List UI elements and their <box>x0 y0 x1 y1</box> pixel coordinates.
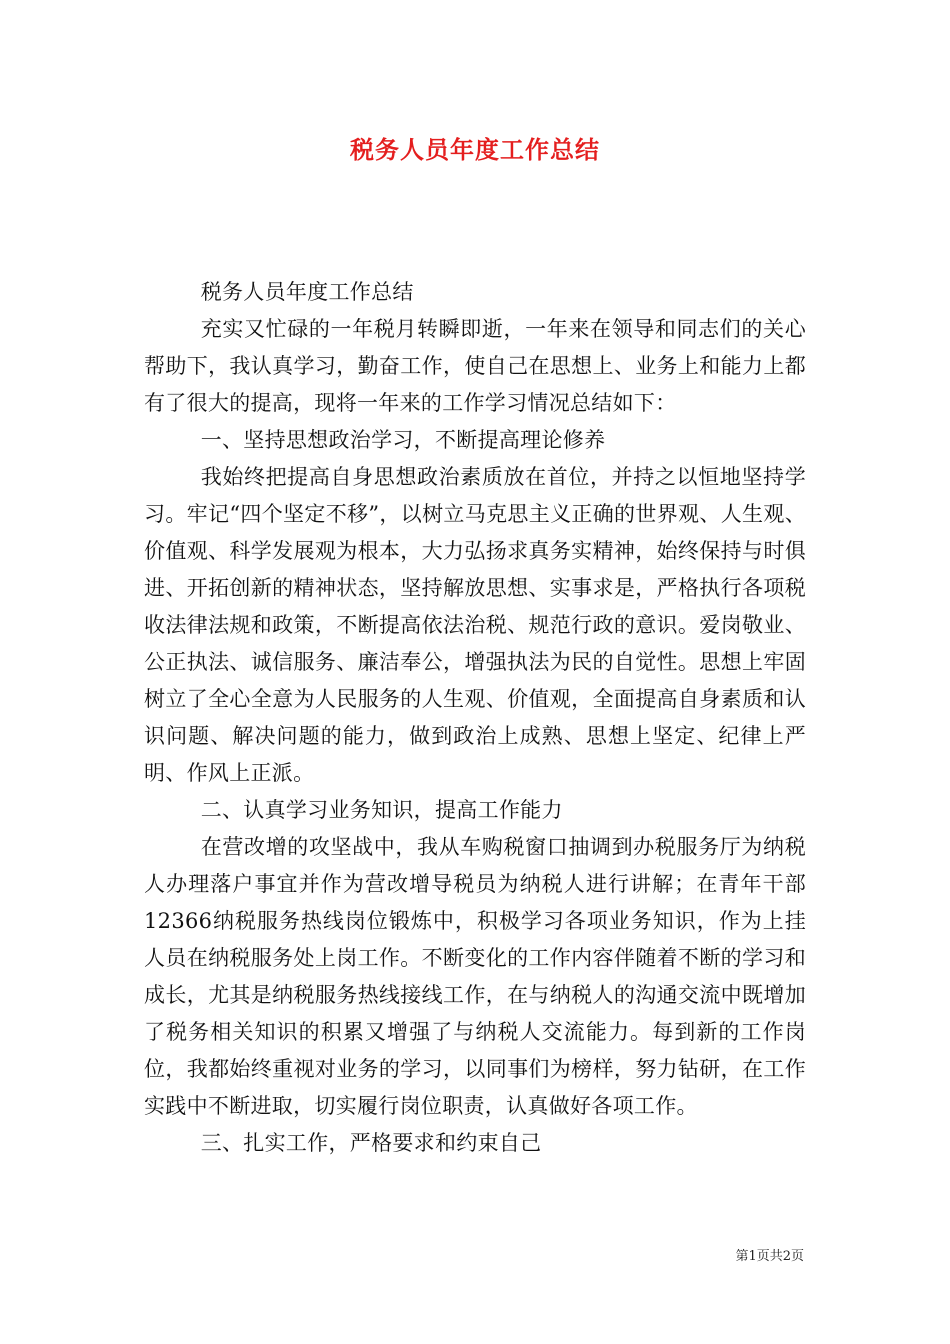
body-paragraph-section-1: 我始终把提高自身思想政治素质放在首位，并持之以恒地坚持学习。牢记“四个坚定不移”，以树立马克思主义正确的世界观、人生观、价值观、科学发展观为根本，大力弘扬求真务实精神，始终保持与时俱进、开拓创新的精神状态，坚持解放思想、实事求是，严格执行各项税收法律法规和政策，不断提高依法治税、规范行政的意识。爱岗敬业、公正执法、诚信服务、廉洁奉公，增强执法为民的自觉性。思想上牢固树立了全心全意为人民服务的人生观、价值观，全面提高自身素质和认识问题、解决问题的能力，做到政治上成熟、思想上坚定、纪律上严明、作风上正派。 <box>144 465 806 785</box>
body-paragraph-section-2: 在营改增的攻坚战中，我从车购税窗口抽调到办税服务厅为纳税人办理落户事宜并作为营改增导税员为纳税人进行讲解；在青年干部12366纳税服务热线岗位锻炼中，积极学习各项业务知识，作为上挂人员在纳税服务处上岗工作。不断变化的工作内容伴随着不断的学习和成长，尤其是纳税服务热线接线工作，在与纳税人的沟通交流中既增加了税务相关知识的积累又增强了与纳税人交流能力。每到新的工作岗位，我都始终重视对业务的学习，以同事们为榜样，努力钻研，在工作实践中不断进取，切实履行岗位职责，认真做好各项工作。 <box>144 835 806 1118</box>
section-heading-3: 三、扎实工作，严格要求和约束自己 <box>200 1131 542 1155</box>
section-heading-1: 一、坚持思想政治学习，不断提高理论修养 <box>200 428 606 452</box>
document-body <box>144 274 806 1162</box>
body-paragraph-intro: 充实又忙碌的一年税月转瞬即逝，一年来在领导和同志们的关心帮助下，我认真学习，勤奋工作，使自己在思想上、业务上和能力上都有了很大的提高，现将一年来的工作学习情况总结如下： <box>144 317 806 415</box>
section-heading-2: 二、认真学习业务知识，提高工作能力 <box>200 798 563 822</box>
page-number: 第1页共2页 <box>735 1249 804 1264</box>
document-title: 税务人员年度工作总结 <box>350 135 600 164</box>
body-paragraph-subtitle: 税务人员年度工作总结 <box>200 280 414 304</box>
